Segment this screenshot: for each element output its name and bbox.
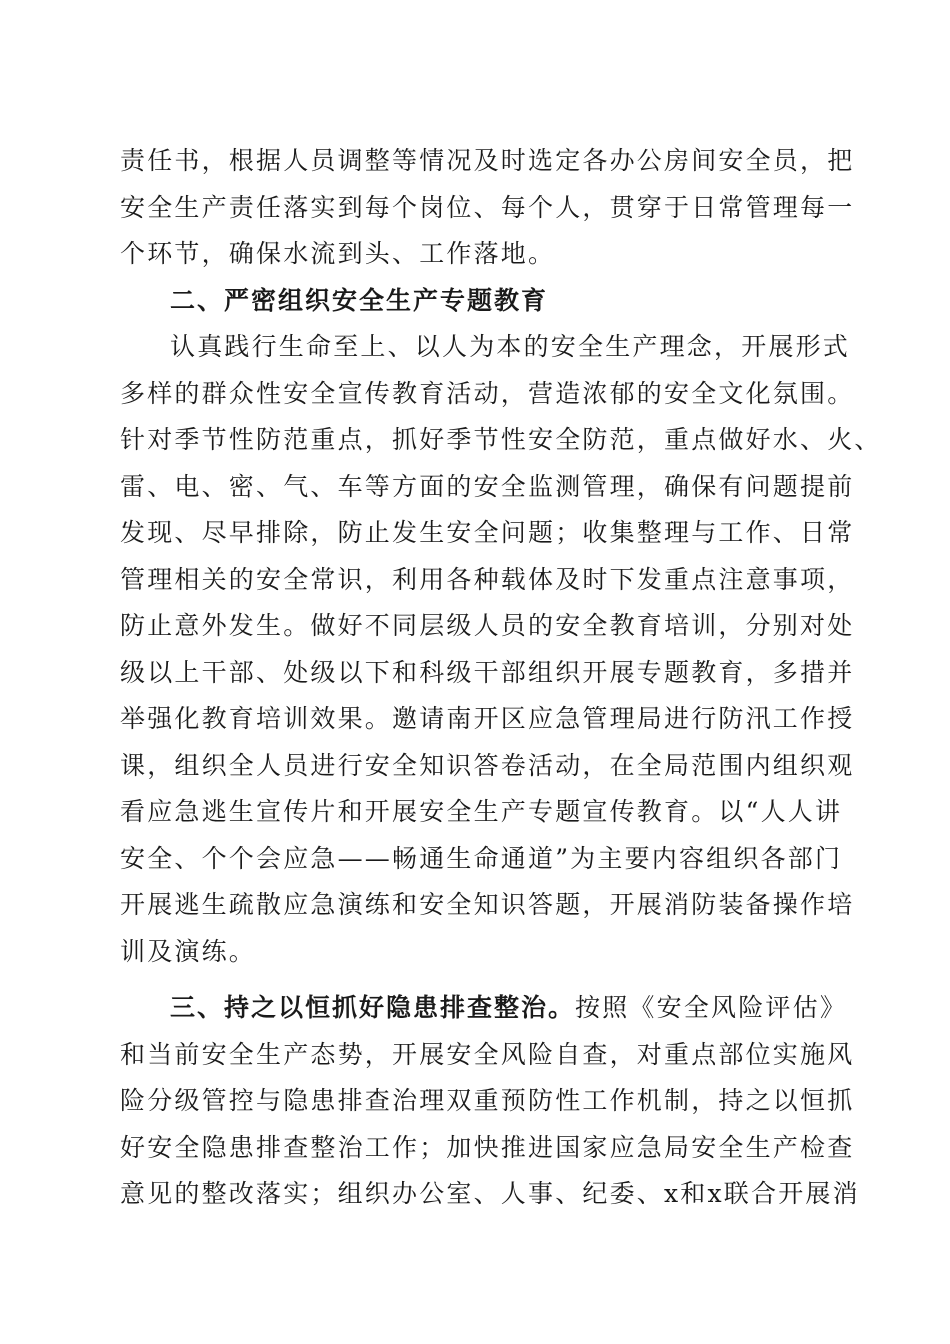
- paragraph-line: 管理相关的安全常识，利用各种载体及时下发重点注意事项，: [120, 564, 855, 594]
- paragraph-line: 雷、电、密、气、车等方面的安全监测管理，确保有问题提前: [120, 471, 855, 501]
- paragraph-line: 看应急逃生宣传片和开展安全生产专题宣传教育。以“人人讲: [120, 797, 843, 826]
- paragraph-line: 举强化教育培训效果。邀请南开区应急管理局进行防汛工作授: [120, 704, 855, 733]
- paragraph-line: 级以上干部、处级以下和科级干部组织开展专题教育，多措并: [120, 657, 855, 687]
- paragraph-line: 安全生产责任落实到每个岗位、每个人，贯穿于日常管理每一: [120, 192, 855, 222]
- paragraph-line: 安全、个个会应急——畅通生命通道”为主要内容组织各部门: [120, 843, 843, 873]
- paragraph-line: 多样的群众性安全宣传教育活动，营造浓郁的安全文化氛围。: [120, 378, 855, 408]
- paragraph-line: 意见的整改落实；组织办公室、人事、纪委、x和x联合开展消: [120, 1179, 860, 1208]
- paragraph-line: 发现、尽早排除，防止发生安全问题；收集整理与工作、日常: [120, 518, 855, 547]
- paragraph-line: 个环节，确保水流到头、工作落地。: [120, 239, 556, 268]
- paragraph-spacer: [120, 975, 830, 985]
- paragraph-line: 责任书，根据人员调整等情况及时选定各办公房间安全员，把: [120, 146, 855, 175]
- paragraph-line: 训及演练。: [120, 936, 257, 966]
- paragraph-text: 按照《安全风险评估》: [575, 993, 848, 1022]
- paragraph-line: 开展逃生疏散应急演练和安全知识答题，开展消防装备操作培: [120, 890, 855, 919]
- paragraph-line: 认真践行生命至上、以人为本的安全生产理念，开展形式: [170, 332, 851, 361]
- paragraph-line: 课，组织全人员进行安全知识答卷活动，在全局范围内组织观: [120, 750, 855, 780]
- paragraph-line: 好安全隐患排查整治工作；加快推进国家应急局安全生产检查: [120, 1132, 855, 1162]
- section-heading-3: 三、持之以恒抓好隐患排查整治。: [170, 993, 576, 1022]
- section-heading-3-line: [120, 985, 848, 1032]
- paragraph-line: 和当前安全生产态势，开展安全风险自查，对重点部位实施风: [120, 1039, 855, 1069]
- paragraph-line: 险分级管控与隐患排查治理双重预防性工作机制，持之以恒抓: [120, 1086, 855, 1115]
- paragraph-line: 防止意外发生。做好不同层级人员的安全教育培训，分别对处: [120, 611, 855, 640]
- section-heading-2: 二、严密组织安全生产专题教育: [170, 285, 549, 315]
- document-body: [120, 138, 882, 1218]
- paragraph-line: 针对季节性防范重点，抓好季节性安全防范，重点做好水、火、: [120, 425, 882, 454]
